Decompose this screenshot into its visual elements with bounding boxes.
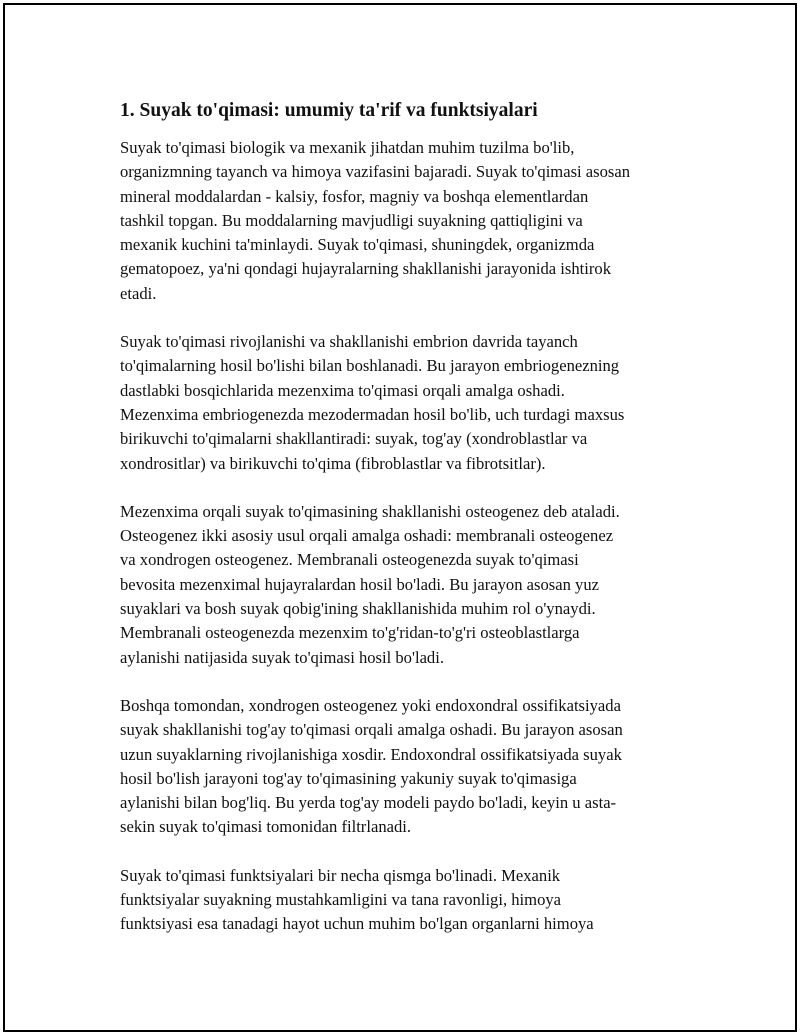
text-line: suyaklari va bosh suyak qobig'ining shakllanishida muhim rol o'ynaydi.: [120, 599, 596, 619]
text-line: organizmning tayanch va himoya vazifasini bajaradi. Suyak to'qimasi asosan: [120, 162, 631, 182]
text-line: sekin suyak to'qimasi tomonidan filtrlanadi.: [120, 817, 412, 837]
text-line: etadi.: [120, 283, 157, 303]
text-line: gematopoez, ya'ni qondagi hujayralarning shakllanishi jarayonida ishtirok: [120, 259, 611, 279]
text-line: Boshqa tomondan, xondrogen osteogenez yoki endoxondral ossifikatsiyada: [120, 695, 621, 715]
text-line: aylanishi bilan bog'liq. Bu yerda tog'ay modeli paydo bo'ladi, keyin u asta-: [120, 793, 617, 813]
paragraph-2: [120, 330, 700, 476]
text-line: tashkil topgan. Bu moddalarning mavjudligi suyakning qattiqligini va: [120, 210, 583, 230]
text-line: dastlabki bosqichlarida mezenxima to'qimasi orqali amalga oshadi.: [120, 380, 565, 400]
document-body: [120, 98, 700, 961]
paragraph-3: [120, 500, 700, 670]
text-line: Suyak to'qimasi funktsiyalari bir necha qismga bo'linadi. Mexanik: [120, 865, 561, 885]
text-line: Mezenxima embriogenezda mezodermadan hosil bo'lib, uch turdagi maxsus: [120, 404, 625, 424]
text-line: funktsiyalar suyakning mustahkamligini va tana ravonligi, himoya: [120, 890, 562, 910]
text-line: suyak shakllanishi tog'ay to'qimasi orqali amalga oshadi. Bu jarayon asosan: [120, 720, 623, 740]
text-line: Suyak to'qimasi biologik va mexanik jihatdan muhim tuzilma bo'lib,: [120, 138, 575, 157]
text-line: Suyak to'qimasi rivojlanishi va shakllanishi embrion davrida tayanch: [120, 332, 578, 352]
paragraph-4: [120, 694, 700, 840]
section-heading: 1. Suyak to'qimasi: umumiy ta'rif va funktsiyalari: [120, 100, 538, 121]
text-line: aylanishi natijasida suyak to'qimasi hosil bo'ladi.: [120, 647, 444, 667]
text-line: hosil bo'lish jarayoni tog'ay to'qimasining yakuniy suyak to'qimasiga: [120, 768, 577, 788]
text-line: funktsiyasi esa tanadagi hayot uchun muhim bo'lgan organlarni himoya: [120, 914, 594, 934]
text-line: xondrositlar) va birikuvchi to'qima (fibroblastlar va fibrotsitlar).: [120, 453, 546, 473]
text-line: Membranali osteogenezda mezenxim to'g'ridan-to'g'ri osteoblastlarga: [120, 623, 580, 643]
page-frame: [3, 3, 797, 1032]
paragraph-1: [120, 136, 700, 306]
text-line: va xondrogen osteogenez. Membranali osteogenezda suyak to'qimasi: [120, 550, 579, 570]
text-line: birikuvchi to'qimalarni shakllantiradi: suyak, tog'ay (xondroblastlar va: [120, 429, 588, 449]
text-line: bevosita mezenximal hujayralardan hosil bo'ladi. Bu jarayon asosan yuz: [120, 574, 599, 594]
text-line: Mezenxima orqali suyak to'qimasining shakllanishi osteogenez deb ataladi.: [120, 501, 620, 521]
text-line: mineral moddalardan - kalsiy, fosfor, magniy va boshqa elementlardan: [120, 186, 589, 206]
text-line: mexanik kuchini ta'minlaydi. Suyak to'qimasi, shuningdek, organizmda: [120, 235, 595, 255]
paragraph-5: [120, 864, 700, 937]
text-line: Osteogenez ikki asosiy usul orqali amalga oshadi: membranali osteogenez: [120, 526, 614, 546]
text-line: uzun suyaklarning rivojlanishiga xosdir. Endoxondral ossifikatsiyada suyak: [120, 744, 622, 764]
text-line: to'qimalarning hosil bo'lishi bilan boshlanadi. Bu jarayon embriogenezning: [120, 356, 620, 376]
